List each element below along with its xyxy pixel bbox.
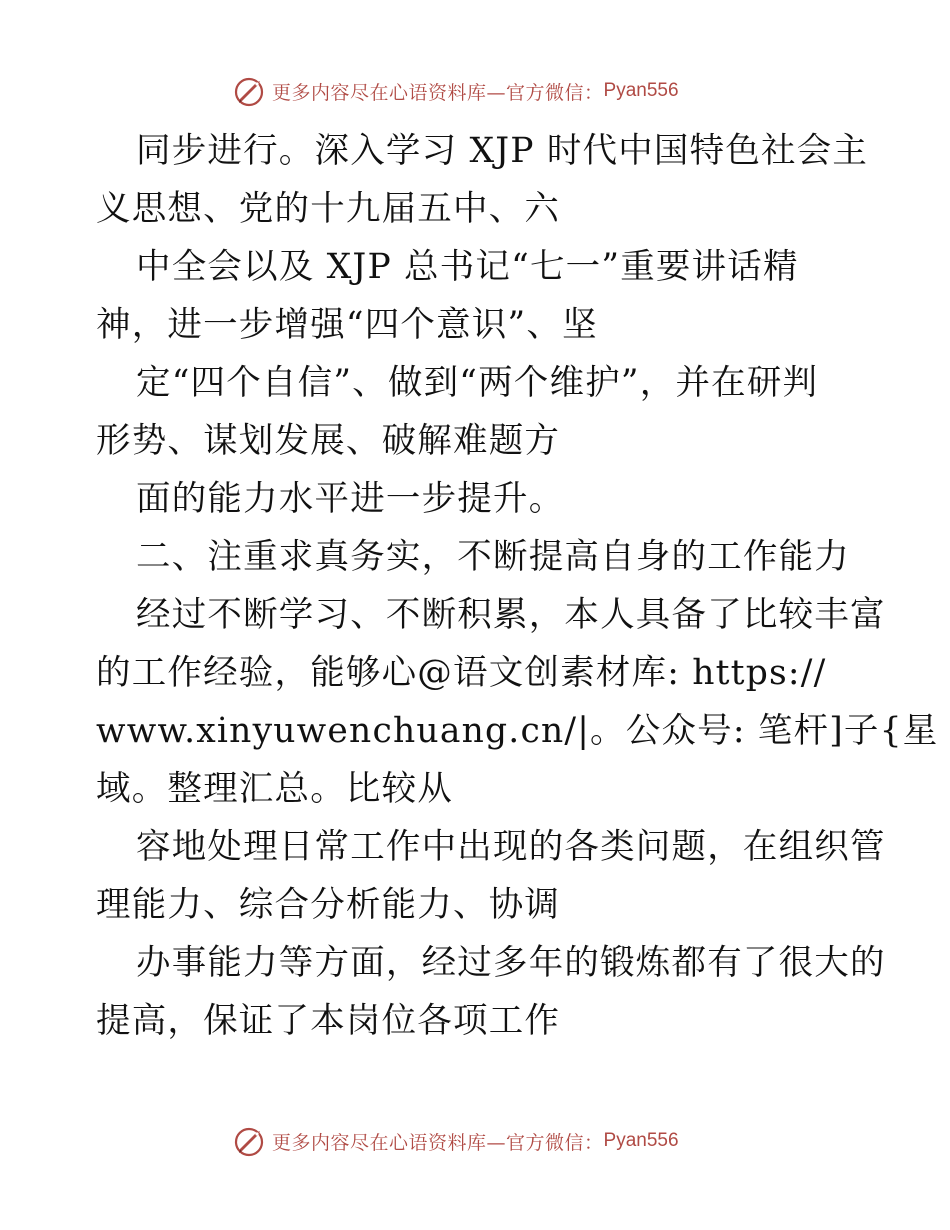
text-line: 办事能力等方面，经过多年的锻炼都有了很大的 [136,943,886,983]
text-line: 理能力、综合分析能力、协调 [96,885,561,925]
text-line: 形势、谋划发展、破解难题方 [96,421,561,461]
pen-logo-icon [232,1123,268,1159]
text-line: 域。整理汇总。比较从 [96,769,453,809]
text-line: www.xinyuwenchuang.cn/|。公众号: 笔杆]子{星 [96,711,939,751]
pen-logo-icon [232,73,268,109]
text-line: 面的能力水平进一步提升。 [136,479,565,519]
header-banner-id: Pyan556 [603,80,679,101]
text-line: 定“四个自信”、做到“两个维护”，并在研判 [136,363,819,403]
header-banner-text: 更多内容尽在心语资料库—官方微信： [272,81,604,104]
text-line: 经过不断学习、不断积累，本人具备了比较丰富 [136,595,886,635]
body-text [96,122,939,1050]
text-line: 提高，保证了本岗位各项工作 [96,1001,561,1041]
footer-banner-text: 更多内容尽在心语资料库—官方微信： [272,1131,604,1154]
footer-banner-id: Pyan556 [603,1130,679,1151]
text-line: 神，进一步增强“四个意识”、坚 [96,305,598,345]
text-line: 的工作经验，能够心@语文创素材库: https:// [96,653,827,693]
footer-banner [232,1121,679,1161]
text-line: 容地处理日常工作中出现的各类问题，在组织管 [136,827,886,867]
text-line: 同步进行。深入学习 XJP 时代中国特色社会主 [136,131,869,171]
text-line: 义思想、党的十九届五中、六 [96,189,561,229]
text-line: 中全会以及 XJP 总书记“七一”重要讲话精 [136,247,799,287]
header-banner [232,71,679,111]
section-heading: 二、注重求真务实，不断提高自身的工作能力 [136,537,850,577]
